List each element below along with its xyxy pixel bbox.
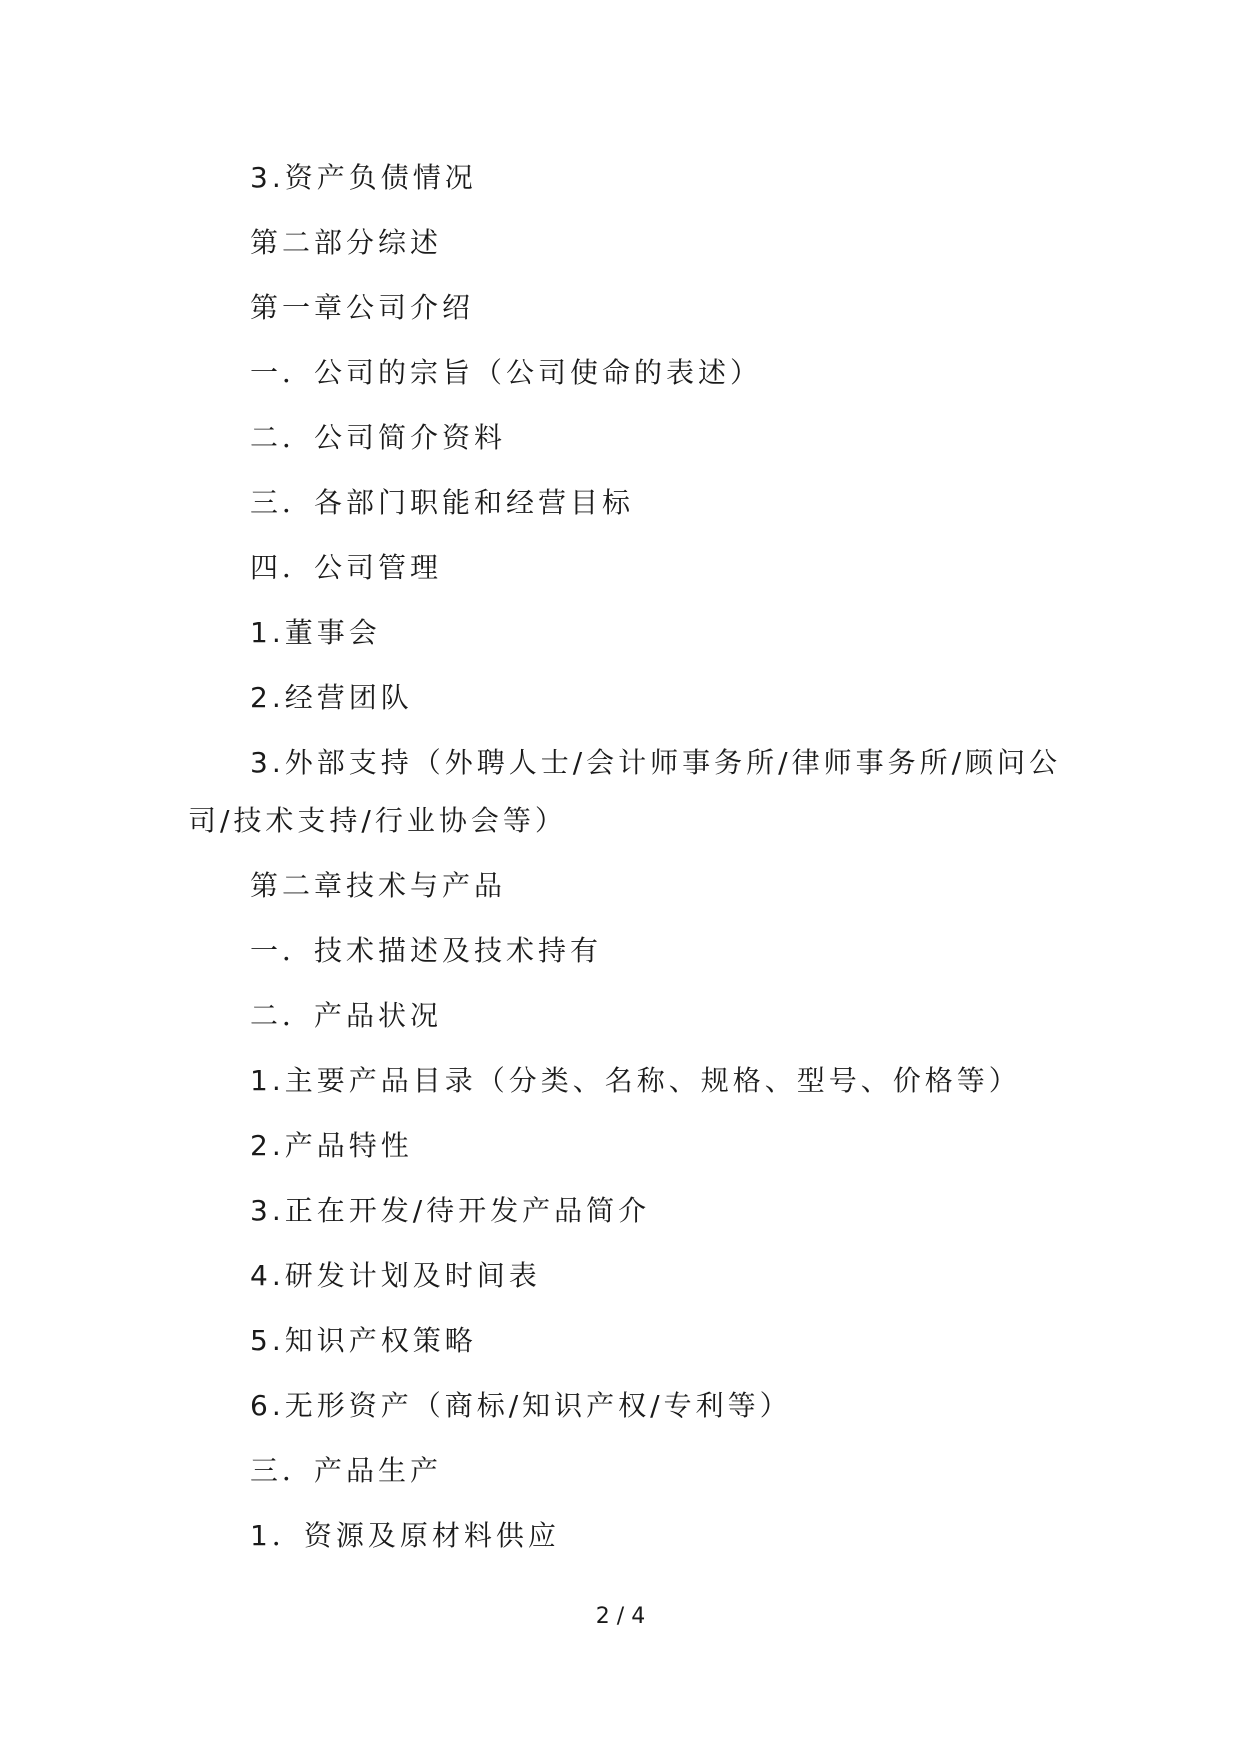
list-item: 一．技术描述及技术持有 xyxy=(250,934,603,967)
chapter-heading: 第二章技术与产品 xyxy=(250,869,507,902)
wrapped-line-first: 3.外部支持（外聘人士/会计师事务所/律师事务所/顾问公 xyxy=(250,746,1062,779)
list-item: 1.董事会 xyxy=(250,616,381,649)
list-item: 三．产品生产 xyxy=(250,1454,443,1487)
chapter-heading: 第一章公司介绍 xyxy=(250,291,475,324)
text-line: 3.资产负债情况 xyxy=(250,161,477,194)
list-item: 二．公司简介资料 xyxy=(250,421,507,454)
list-item: 4.研发计划及时间表 xyxy=(250,1259,541,1292)
list-item: 2.经营团队 xyxy=(250,681,413,714)
list-item: 一．公司的宗旨（公司使命的表述） xyxy=(250,356,763,389)
list-item: 1．资源及原材料供应 xyxy=(250,1519,560,1552)
list-item: 三．各部门职能和经营目标 xyxy=(250,486,635,519)
list-item: 1.主要产品目录（分类、名称、规格、型号、价格等） xyxy=(250,1064,1021,1097)
list-item: 四．公司管理 xyxy=(250,551,443,584)
list-item: 二．产品状况 xyxy=(250,999,443,1032)
wrapped-list-item xyxy=(188,745,1062,839)
list-item: 5.知识产权策略 xyxy=(250,1324,477,1357)
list-item: 3.正在开发/待开发产品简介 xyxy=(250,1194,651,1227)
section-heading: 第二部分综述 xyxy=(250,226,443,259)
list-item: 6.无形资产（商标/知识产权/专利等） xyxy=(250,1389,792,1422)
page-number: 2 / 4 xyxy=(595,1604,646,1629)
list-item: 2.产品特性 xyxy=(250,1129,413,1162)
document-body xyxy=(188,160,1062,1583)
wrapped-line-continuation: 司/技术支持/行业协会等） xyxy=(188,804,567,837)
